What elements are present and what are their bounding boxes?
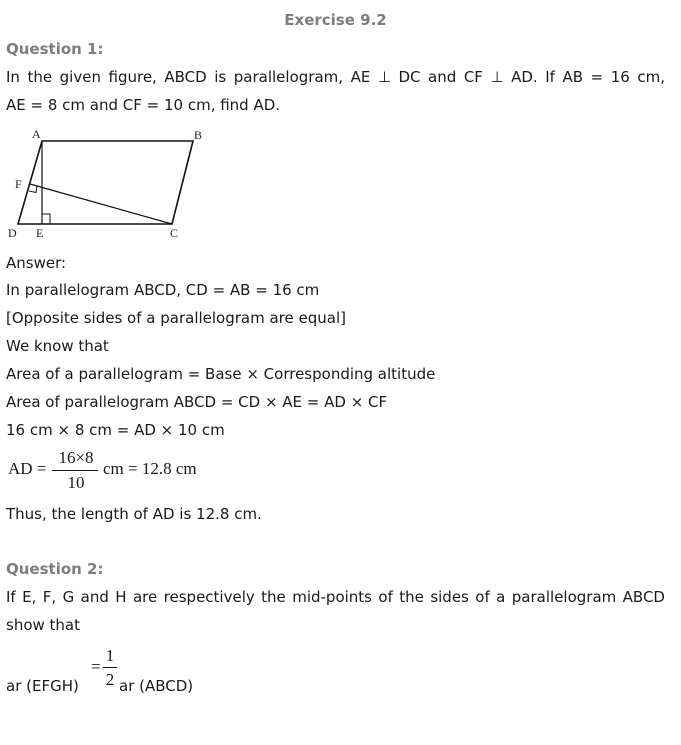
expression-equals: = (91, 657, 101, 676)
exercise-title: Exercise 9.2 (284, 11, 387, 29)
vertex-label-b: B (194, 128, 203, 142)
answer-line-5: Area of parallelogram ABCD = CD × AE = AD × CF (6, 393, 388, 411)
parallelogram-abcd (18, 141, 193, 224)
parallelogram-figure (0, 124, 220, 244)
expression-rhs: ar (ABCD) (119, 677, 194, 695)
answer-line-3: We know that (6, 337, 109, 355)
expression-fraction-bar (103, 667, 117, 668)
right-angle-f (29, 186, 37, 193)
vertex-label-a: A (32, 127, 41, 141)
question-2-text-line-1: If E, F, G and H are respectively the mid-points of the sides of a parallelogram ABCD (6, 588, 665, 606)
question-1-heading: Question 1: (6, 40, 104, 58)
formula-denominator: 10 (67, 473, 85, 492)
answer-label: Answer: (6, 254, 67, 272)
right-angle-e (42, 214, 50, 224)
answer-line-1: In parallelogram ABCD, CD = AB = 16 cm (6, 281, 320, 299)
answer-line-6: 16 cm × 8 cm = AD × 10 cm (6, 421, 225, 439)
expression-numerator: 1 (105, 646, 115, 665)
question-2-text-line-2: show that (6, 616, 80, 634)
formula-fraction-bar (52, 470, 98, 471)
answer-line-4: Area of a parallelogram = Base × Corresponding altitude (6, 365, 436, 383)
vertex-label-e: E (36, 226, 44, 240)
expression-denominator: 2 (105, 670, 115, 689)
question-2-heading: Question 2: (6, 560, 104, 578)
question-1-text-line-1: In the given figure, ABCD is parallelogram, AE ⊥ DC and CF ⊥ AD. If AB = 16 cm, (6, 68, 665, 86)
question-1-text-line-2: AE = 8 cm and CF = 10 cm, find AD. (6, 96, 281, 114)
vertex-label-d: D (8, 226, 17, 240)
formula-rhs: cm = 12.8 cm (103, 459, 197, 478)
altitude-cf (30, 184, 172, 224)
formula-numerator: 16×8 (58, 448, 94, 467)
answer-conclusion: Thus, the length of AD is 12.8 cm. (6, 505, 262, 523)
vertex-label-f: F (15, 177, 22, 191)
vertex-label-c: C (170, 226, 179, 240)
expression-lhs: ar (EFGH) (6, 677, 79, 695)
formula-lhs: AD = (8, 459, 47, 478)
answer-line-2: [Opposite sides of a parallelogram are equal] (6, 309, 346, 327)
